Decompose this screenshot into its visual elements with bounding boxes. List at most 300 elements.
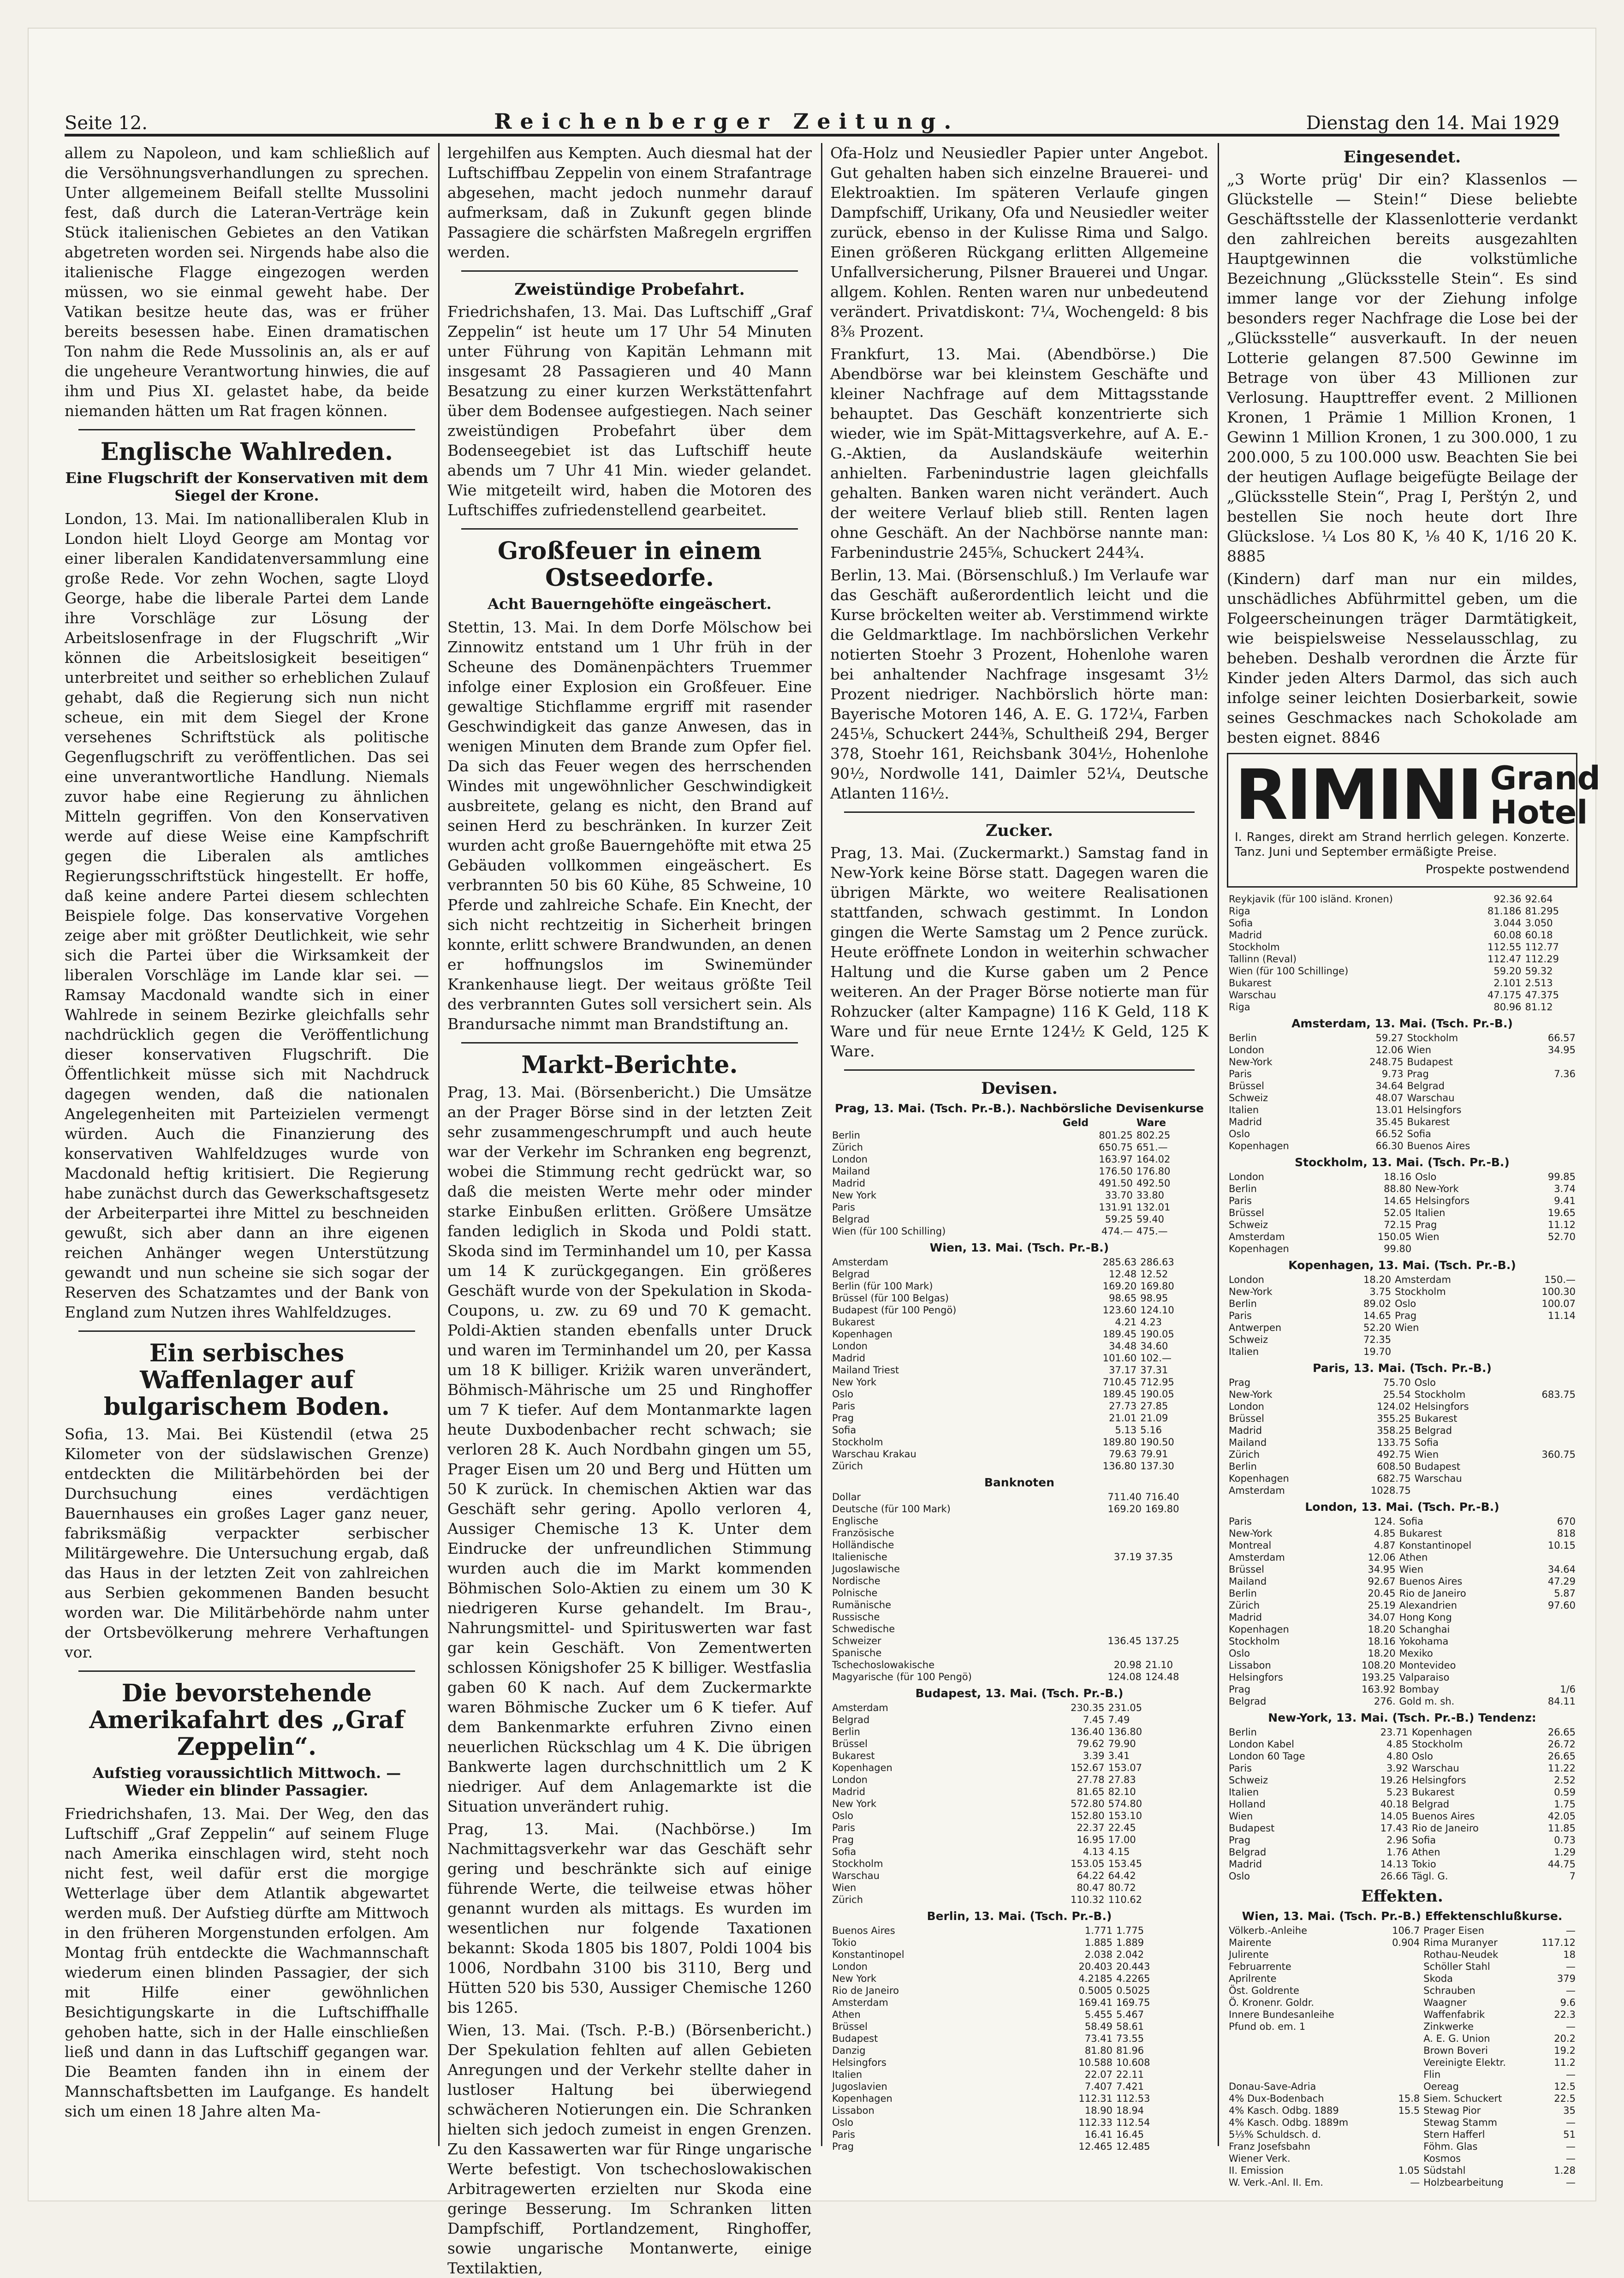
table-row	[1227, 1762, 1577, 1774]
table-row	[830, 1364, 1208, 1376]
table-row	[1227, 1461, 1577, 1473]
table-cell-label: Budapest	[1414, 1461, 1461, 1472]
table-cell-label	[1413, 1485, 1513, 1497]
table-cell-value: 25.54	[1383, 1389, 1411, 1400]
table-cell-label: Oslo	[1414, 1377, 1436, 1388]
table-cell-value: 2.96	[1386, 1835, 1408, 1846]
table-cell-value	[1078, 1527, 1143, 1539]
table-cell-label: Wien	[1399, 1564, 1424, 1575]
table-cell-value: 26.65	[1547, 1751, 1576, 1762]
table-row	[1227, 1647, 1577, 1659]
table-cell-value: 4.21	[1115, 1317, 1137, 1328]
table-cell-value: 163.97	[1099, 1154, 1133, 1165]
table-cell-label: Prag	[1229, 1377, 1251, 1388]
table-row	[1227, 1774, 1577, 1786]
table-cell-label: Montevideo	[1399, 1660, 1456, 1671]
table-cell-label: 37.31	[1140, 1365, 1168, 1376]
table-cell-label: 4.15	[1108, 1846, 1130, 1857]
table-cell-value: 150.05	[1377, 1231, 1412, 1242]
table-cell-label: Wien	[832, 1882, 857, 1893]
table-cell-label: Antwerpen	[1229, 1322, 1282, 1333]
table-cell-label: New-York	[1415, 1183, 1459, 1194]
table-title: Kopenhagen, 13. Mai. (Tsch. Pr.-B.)	[1288, 1258, 1516, 1272]
table-cell-label: Wien	[1229, 1811, 1253, 1822]
table-cell-value: 52.05	[1384, 1207, 1412, 1218]
table-cell-value: 106.7	[1392, 1925, 1420, 1936]
table-cell-label: 60.18	[1525, 930, 1553, 941]
table-cell-value: 1.76	[1386, 1847, 1408, 1858]
table-cell-label: Paris	[1229, 1310, 1252, 1321]
table-row	[830, 1575, 1208, 1587]
table-cell-label: 3.050	[1525, 918, 1553, 929]
table-cell-label: Stewag Stamm	[1423, 2117, 1498, 2128]
table-row	[830, 1822, 1208, 1834]
table-cell-label: 81.295	[1525, 906, 1559, 917]
table-cell-value	[1078, 1611, 1143, 1623]
table-row	[830, 2093, 1208, 2105]
table-row	[1227, 1243, 1577, 1255]
table-cell-label: 98.95	[1140, 1293, 1168, 1304]
table-cell-label: Madrid	[832, 1178, 866, 1189]
table-cell-label: 2.042	[1116, 1949, 1144, 1960]
table-cell-label: Holländische	[832, 1539, 894, 1550]
table-row	[1227, 1611, 1577, 1623]
table-cell-label: 22.45	[1108, 1822, 1136, 1833]
table-cell-value: 19.26	[1380, 1775, 1408, 1786]
table-cell-label: 651.—	[1136, 1142, 1168, 1153]
table-cell-label: New-York	[1229, 1389, 1273, 1400]
table-cell-value: 4.87	[1374, 1540, 1396, 1551]
table-cell-value: 9.6	[1560, 1997, 1576, 2008]
table-cell-value	[1382, 2045, 1422, 2057]
table-cell-value: 47.29	[1547, 1576, 1576, 1587]
table-row	[1227, 953, 1577, 965]
table-cell-label: 37.35	[1145, 1551, 1173, 1562]
table-cell-value: 20.2	[1554, 2033, 1576, 2044]
table-cell-value: 12.06	[1375, 1044, 1404, 1056]
table-cell-label: Italien	[1229, 1104, 1259, 1115]
table-cell-label: Sofia	[1414, 1437, 1439, 1448]
table-cell-value: 608.50	[1377, 1461, 1411, 1472]
table-cell-label: Warschau	[1411, 1763, 1459, 1774]
headline-village-fire: Großfeuer in einem Ostseedorfe.	[497, 537, 762, 592]
column-3	[830, 143, 1208, 2152]
table-row	[830, 1997, 1208, 2009]
table-cell-label: Belgrad	[1411, 1799, 1450, 1810]
table-cell-value: 163.92	[1362, 1684, 1396, 1695]
headline-zeppelin-america: Die bevorstehende Amerikafahrt des „Graf Zeppelin“.	[89, 1679, 405, 1761]
table-cell-value: 37.19	[1113, 1551, 1142, 1562]
table-cell-label: 574.80	[1108, 1798, 1142, 1809]
table-header	[830, 1117, 1061, 1129]
table-cell-label: 82.10	[1108, 1786, 1136, 1797]
table-cell-value: 136.40	[1071, 1726, 1105, 1737]
table-row	[1227, 1810, 1577, 1822]
table-row	[1227, 2057, 1577, 2069]
table-cell-label: 59.40	[1136, 1214, 1165, 1225]
table-cell-value: 193.25	[1362, 1672, 1396, 1683]
table-cell-label: Föhm. Glas	[1423, 2141, 1478, 2152]
table-cell-value: 682.75	[1377, 1473, 1411, 1484]
table-row	[1227, 1539, 1577, 1551]
table-row	[830, 1762, 1208, 1774]
table-cell-value: 13.01	[1375, 1104, 1404, 1115]
table-cell-value: 20.45	[1368, 1588, 1396, 1599]
table-cell-label: Wiener Verk.	[1229, 2153, 1291, 2164]
table-cell-label: 12.52	[1140, 1269, 1168, 1280]
newspaper-title: Reichenberger Zeitung.	[494, 109, 960, 134]
table-cell-label: Wien	[1415, 1231, 1440, 1242]
table-cell-value: 42.05	[1547, 1811, 1576, 1822]
table-row	[830, 1937, 1208, 1949]
table-cell-value: 23.71	[1380, 1727, 1408, 1738]
table-row	[1227, 1937, 1577, 1949]
table-cell-value	[1513, 1485, 1577, 1497]
table-cell-label: Februarrente	[1229, 1961, 1291, 1972]
column-4	[1227, 143, 1600, 2188]
table-row	[830, 2069, 1208, 2081]
table-cell-label: Kopenhagen	[832, 2093, 892, 2104]
table-cell-value: 9.41	[1554, 1195, 1576, 1206]
table-row	[830, 2081, 1208, 2093]
table-row	[1227, 2141, 1577, 2153]
table-cell-label: Waffenfabrik	[1423, 2009, 1485, 2020]
table-cell-value: —	[1566, 2021, 1576, 2032]
table-cell-value: 18.16	[1368, 1636, 1396, 1647]
table-cell-value	[1522, 1056, 1577, 1068]
table-cell-label: New York	[832, 1190, 877, 1201]
table-row	[1227, 1401, 1577, 1413]
table-cell-value: 99.80	[1384, 1243, 1412, 1254]
table-cell-label	[1227, 2069, 1382, 2081]
table-cell-value: 491.50	[1099, 1178, 1133, 1189]
table-cell-value: 27.73	[1109, 1401, 1137, 1412]
divider	[461, 1042, 798, 1044]
table-cell-value: 22.07	[1084, 2069, 1112, 2080]
table-cell-label: 27.85	[1140, 1401, 1168, 1412]
table-cell-value: 110.32	[1071, 1894, 1105, 1905]
table-row	[1227, 1286, 1577, 1298]
table-row	[1227, 1389, 1577, 1401]
table-cell-value: 248.75	[1369, 1056, 1404, 1067]
table-cell-label: Stockholm	[832, 1858, 883, 1869]
table-cell-label: A. E. G. Union	[1423, 2033, 1490, 2044]
table-row	[830, 1177, 1208, 1189]
table-cell-label: 190.05	[1140, 1329, 1174, 1340]
table-cell-value: 44.75	[1547, 1859, 1576, 1870]
divider	[78, 1330, 415, 1332]
table-cell-value: 1.885	[1084, 1937, 1112, 1948]
table-row	[1227, 1858, 1577, 1870]
table-row	[830, 1774, 1208, 1786]
table-cell-label	[1143, 1587, 1208, 1599]
table-cell-value: —	[1566, 1985, 1576, 1996]
table-cell-label	[1143, 1575, 1208, 1587]
table-row	[830, 1268, 1208, 1280]
table-cell-label: 79.91	[1140, 1449, 1168, 1460]
table-cell-label: Tschechoslowakische	[832, 1659, 935, 1670]
table-row	[1227, 929, 1577, 941]
table-cell-label: Belgrad	[832, 1714, 870, 1725]
table-cell-label: Stockholm	[1229, 942, 1280, 953]
table-cell-label	[1393, 1346, 1506, 1358]
table-cell-label: Mailand Triest	[832, 1365, 899, 1376]
table-cell-value	[1382, 1985, 1422, 1997]
table-cell-label: London Kabel	[1229, 1739, 1295, 1750]
table-cell-value	[1078, 1623, 1143, 1635]
table-cell-label: Zürich	[832, 1142, 863, 1153]
table-cell-value: 21.01	[1109, 1413, 1137, 1424]
table-row	[830, 2129, 1208, 2141]
subheadline: Aufstieg voraussichtlich Mittwoch. — Wieder ein blinder Passagier.	[92, 1764, 401, 1799]
table-cell-label: Prag	[832, 1413, 854, 1424]
market-report: Berlin, 13. Mai. (Börsenschluß.) Im Verlaufe war das Geschäft außerordentlich leicht und die Kurse bröckelten weiter ab. Verstimmend wirkte die Geldmarktlage. Im nachbörslichen Verkehr notierten Stoehr 3 Prozent, Hohenlohe waren bei anhaltender Nachfrage insgesamt 3½ Prozent niedriger. Nachbörslich hörte man: Bayerische Motoren 146, A. E. G. 172¼, Farben 245⅛, Schuckert 244⅜, Schultheiß 294, Berger 378, Stoehr 161, Reichsbank 304½, Hohenlohe 90½, Nordwolle 141, Daimler 52¼, Deutsche Atlanten 116½.	[830, 566, 1208, 802]
table-cell-value: 0.5005	[1078, 1985, 1112, 1996]
table-cell-label: 4% Kasch. Odbg. 1889	[1229, 2105, 1339, 2116]
divider	[461, 528, 798, 530]
table-cell-value: 26.72	[1547, 1739, 1576, 1750]
table-cell-label: 153.10	[1108, 1810, 1142, 1821]
table-cell-label: Stockholm	[1414, 1389, 1466, 1400]
table-row	[1227, 1274, 1577, 1286]
table-row	[830, 1714, 1208, 1726]
table-row	[1227, 1575, 1577, 1587]
table-row	[830, 2105, 1208, 2117]
table-row	[830, 1316, 1208, 1328]
table-cell-label: 12.485	[1116, 2141, 1150, 2152]
table-cell-value: 26.66	[1380, 1871, 1408, 1882]
table-cell-value: 12.48	[1109, 1269, 1137, 1280]
table-cell-value: 48.07	[1375, 1092, 1404, 1103]
table-row	[1227, 1322, 1577, 1334]
table-cell-value: 16.41	[1084, 2129, 1112, 2140]
table-cell-value: 1.05	[1398, 2165, 1420, 2176]
table-cell-label: Oslo	[832, 1810, 854, 1821]
table-row	[830, 1388, 1208, 1400]
table-cell-value: 1.75	[1554, 1799, 1576, 1810]
table-cell-value	[1522, 1092, 1577, 1104]
table-cell-value: 0.904	[1392, 1937, 1420, 1948]
table-cell-label: Prag	[1229, 1835, 1251, 1846]
table-cell-label: Berlin	[1229, 1298, 1257, 1309]
table-cell-value: 22.37	[1077, 1822, 1105, 1833]
market-report: Prag, 13. Mai. (Zuckermarkt.) Samstag fand in New-York keine Börse statt. Dagegen waren die übrigen Märkte, wo weitere Realisationen stattfanden, schwach gestimmt. In London gingen die Werte Samstag um 2 Pence zurück. Heute eröffnete London in weiterhin schwacher Haltung und die Kurse gaben um 2 Pence weiteren. An der Prager Börse notierte man für Rohzucker (alter Kampagne) 116 K Geld, 118 K Ware und für neue Ernte 124½ K Geld, 125 K Ware.	[830, 844, 1208, 1060]
table-cell-label	[1227, 2033, 1382, 2045]
table-cell-label: Wien (für 100 Schillinge)	[1229, 966, 1349, 977]
table-cell-value: 89.02	[1363, 1298, 1392, 1309]
table-cell-value: 12.465	[1078, 2141, 1112, 2152]
table-cell-label: 475.—	[1136, 1226, 1168, 1237]
table-cell-value	[1078, 1563, 1143, 1575]
table-row	[1227, 965, 1577, 977]
table-cell-label: London	[1229, 1171, 1264, 1182]
table-row	[830, 2033, 1208, 2045]
table-row	[830, 1587, 1208, 1599]
ad-text: I. Ranges, direkt am Strand herrlich gelegen. Konzerte. Tanz. Juni und September ermäßigte Preise.	[1235, 830, 1570, 859]
table-cell-label: Tallinn (Reval)	[1229, 954, 1297, 965]
table-cell-label: Prag	[832, 2141, 854, 2152]
table-cell-label: Russische	[832, 1611, 880, 1622]
table-cell-label: Amsterdam	[1229, 1231, 1285, 1242]
table-cell-label: Stockholm	[1229, 1636, 1280, 1647]
table-cell-label	[1143, 1515, 1208, 1527]
table-cell-value: 11.2	[1554, 2057, 1576, 2068]
table-cell-label: Bombay	[1399, 1684, 1439, 1695]
table-cell-value: 230.35	[1071, 1702, 1105, 1713]
table-cell-value: 19.65	[1547, 1207, 1576, 1218]
table-row	[1227, 1104, 1577, 1116]
table-row	[830, 1925, 1208, 1937]
table-cell-value: 10.588	[1078, 2057, 1112, 2068]
table-cell-value: 683.75	[1541, 1389, 1576, 1400]
table-cell-label: 34.60	[1140, 1341, 1168, 1352]
table-row	[830, 1750, 1208, 1762]
table-row	[830, 1376, 1208, 1388]
table-cell-label: Italienische	[832, 1551, 887, 1562]
table-cell-label: Tokio	[832, 1937, 857, 1948]
table-cell-label: Schwedische	[832, 1623, 895, 1634]
table-cell-label: Budapest	[1229, 1823, 1275, 1834]
subheadline: Eine Flugschrift der Konservativen mit dem Siegel der Krone.	[65, 469, 428, 504]
table-cell-label: Tägl. G.	[1411, 1871, 1448, 1882]
table-header: Geld	[1062, 1117, 1089, 1129]
table-row	[830, 1448, 1208, 1460]
table-cell-value: 19.70	[1363, 1346, 1392, 1357]
table-cell-value: 35.45	[1375, 1116, 1404, 1127]
table-cell-value: 5.455	[1084, 2009, 1112, 2020]
headline-market-reports: Markt-Berichte.	[521, 1051, 738, 1079]
currency-table	[1227, 1726, 1577, 1882]
table-row	[1227, 1128, 1577, 1140]
table-row	[1227, 1750, 1577, 1762]
table-cell-label: Wien	[1414, 1449, 1439, 1460]
banknotes-table	[830, 1491, 1208, 1683]
divider	[461, 270, 798, 272]
table-cell-label: Italien	[1229, 1787, 1259, 1798]
table-cell-label: Sofia	[1411, 1835, 1436, 1846]
table-cell-label: Italien	[832, 2069, 863, 2080]
column-2	[447, 143, 812, 2277]
table-cell-label: Wien	[1395, 1322, 1419, 1333]
table-cell-value	[1382, 2081, 1422, 2093]
table-cell-label: Brown Boveri	[1423, 2045, 1488, 2056]
table-cell-label: Bukarest	[832, 1750, 875, 1761]
table-cell-label: Amsterdam	[832, 1702, 888, 1713]
table-cell-value	[1382, 2009, 1422, 2021]
currency-table	[1227, 1274, 1577, 1358]
table-cell-label: Budapest	[1407, 1056, 1453, 1067]
table-cell-value	[1078, 1647, 1143, 1659]
table-cell-value: 123.60	[1102, 1305, 1137, 1316]
table-cell-value: 88.80	[1384, 1183, 1412, 1194]
table-cell-label	[1143, 1527, 1208, 1539]
table-row	[1227, 2021, 1577, 2033]
table-row	[1227, 1056, 1577, 1068]
table-row	[830, 1882, 1208, 1894]
table-cell-value: 670	[1557, 1516, 1576, 1527]
table-cell-value	[1382, 2129, 1422, 2141]
headline-currencies: Devisen.	[981, 1079, 1058, 1098]
table-cell-label: Brüssel	[1229, 1207, 1264, 1218]
table-row	[1227, 1346, 1577, 1358]
table-cell-label: Mexiko	[1399, 1648, 1433, 1659]
table-cell-label: 73.55	[1116, 2033, 1144, 2044]
table-cell-value: 37.17	[1109, 1365, 1137, 1376]
table-row	[1227, 2177, 1577, 2189]
table-cell-value	[1525, 1647, 1577, 1659]
table-cell-label: Kopenhagen	[832, 1762, 892, 1773]
table-cell-label: Athen	[1411, 1847, 1440, 1858]
table-row	[1227, 1334, 1577, 1346]
table-cell-value	[1382, 2141, 1422, 2153]
currency-table	[1227, 893, 1577, 1013]
table-cell-label: Konstantinopel	[1399, 1540, 1472, 1551]
table-cell-label: 4.23	[1140, 1317, 1162, 1328]
table-cell-value	[1078, 1575, 1143, 1587]
table-cell-label: Helsingfors	[1229, 1672, 1283, 1683]
table-row	[830, 1503, 1208, 1515]
table-cell-label: Rio de Janeiro	[1399, 1588, 1466, 1599]
table-cell-label: Zürich	[832, 1461, 863, 1472]
table-cell-value: 15.8	[1398, 2093, 1420, 2104]
table-cell-label: 47.375	[1525, 990, 1559, 1001]
table-cell-label: Innere Bundesanleihe	[1229, 2009, 1334, 2020]
table-cell-label: 112.53	[1116, 2093, 1150, 2104]
table-row	[830, 1304, 1208, 1316]
rimini-hotel-ad	[1227, 753, 1600, 888]
table-cell-label: Riga	[1229, 1002, 1250, 1013]
table-cell-label: Oslo	[1415, 1171, 1437, 1182]
table-cell-label: Belgrad	[832, 1214, 870, 1225]
table-cell-value: 7.45	[1083, 1714, 1105, 1725]
table-row	[1227, 1068, 1577, 1080]
table-row	[830, 1225, 1208, 1237]
table-cell-label: Stockholm	[1407, 1032, 1458, 1044]
article-body: London, 13. Mai. Im nationalliberalen Klub in London hielt Lloyd George am Montag vor einer liberalen Kandidatenversammlung eine große Rede. Vor zehn Wochen, sagte Lloyd George, habe die liberale Partei dem Lande ihre Vorschläge zur Lösung der Arbeitslosenfrage in der Flugschrift „Wir können die Arbeitslosigkeit beseitigen“ unterbreitet und seither so erheblichen Zulauf gehabt, daß die Regierung sich nun nicht scheue, ein mit dem Siegel der Krone versehenes Schriftstück als politische Gegenflugschrift zu veröffentlichen. Das sei eine unverantwortliche Handlung. Niemals zuvor habe eine Regierung zu ähnlichen Mitteln gegriffen. Von den Konservativen werde auf diese Weise eine Kampfschrift gegen die Liberalen als amtliches Regierungsschriftstück hingestellt. Er hoffe, daß keine andere Partei diesem schlechten Beispiele folge. Das konservative Vorgehen zeige aber mit größter Deutlichkeit, wie sehr sich die Partei über die Wirksamkeit der liberalen Vorschläge im Lande klar sei. — Ramsay Macdonald wandte sich in einer Wahlrede in seinem Bezirke gleichfalls sehr nachdrücklich gegen die Veröffentlichung dieser konservativen Flugschrift. Die Öffentlichkeit müsse sich mit Nachdruck dagegen wenden, daß die nationalen Angelegenheiten mit Parteizielen vermengt würden. Auch die Finanzierung des konservativen Wahlfeldzuges wurde von Macdonald heftig kritisiert. Die Regierung habe zunächst durch das Gewerkschaftsgesetz der Arbeiterpartei ihre Mittel zu beschneiden gewußt, sich aber dann an ihre eigenen reichen Anhänger wegen Unterstützung gewandt und nun scheine sie sich sogar der Reserven des Schatzamtes und der Bank von England zum Nutzen ihres Wahlfeldzuges.	[65, 510, 429, 1321]
table-cell-value: 4.2185	[1078, 1973, 1112, 1984]
table-title: Banknoten	[984, 1476, 1055, 1489]
table-cell-value: 108.20	[1362, 1660, 1396, 1671]
table-cell-value: —	[1566, 2141, 1576, 2152]
currency-table	[1227, 1032, 1577, 1152]
table-cell-label: Brüssel	[1229, 1080, 1264, 1091]
table-cell-label	[1143, 1599, 1208, 1611]
table-cell-label: Berlin	[832, 1726, 860, 1737]
headline-english-elections: Englische Wahlreden.	[100, 438, 393, 466]
table-row	[1227, 1032, 1577, 1044]
table-cell-label: 58.61	[1116, 2021, 1144, 2032]
table-cell-label: Tokio	[1411, 1859, 1436, 1870]
table-row	[830, 2021, 1208, 2033]
table-title: Wien, 13. Mai. (Tsch. Pr.-B.)	[929, 1241, 1109, 1254]
table-cell-value	[1382, 2057, 1422, 2069]
table-cell-label: Lissabon	[832, 2105, 874, 2116]
table-cell-value: 3.044	[1493, 918, 1522, 929]
table-cell-value: 1.28	[1554, 2165, 1576, 2176]
table-cell-value	[1525, 1551, 1577, 1563]
table-cell-value	[1078, 1587, 1143, 1599]
table-cell-value: 0.59	[1554, 1787, 1576, 1798]
table-row	[1227, 1961, 1577, 1973]
table-title: Budapest, 13. Mai. (Tsch. Pr.-B.)	[915, 1687, 1124, 1700]
table-cell-value: 18.16	[1384, 1171, 1412, 1182]
table-row	[830, 1671, 1208, 1683]
table-cell-value: 80.96	[1493, 1002, 1522, 1013]
table-cell-label: 132.01	[1136, 1202, 1171, 1213]
securities-table	[1227, 1925, 1577, 2189]
headline-weapons-cache: Ein serbisches Waffenlager auf bulgarischem Boden.	[103, 1339, 390, 1421]
table-row	[830, 1292, 1208, 1304]
